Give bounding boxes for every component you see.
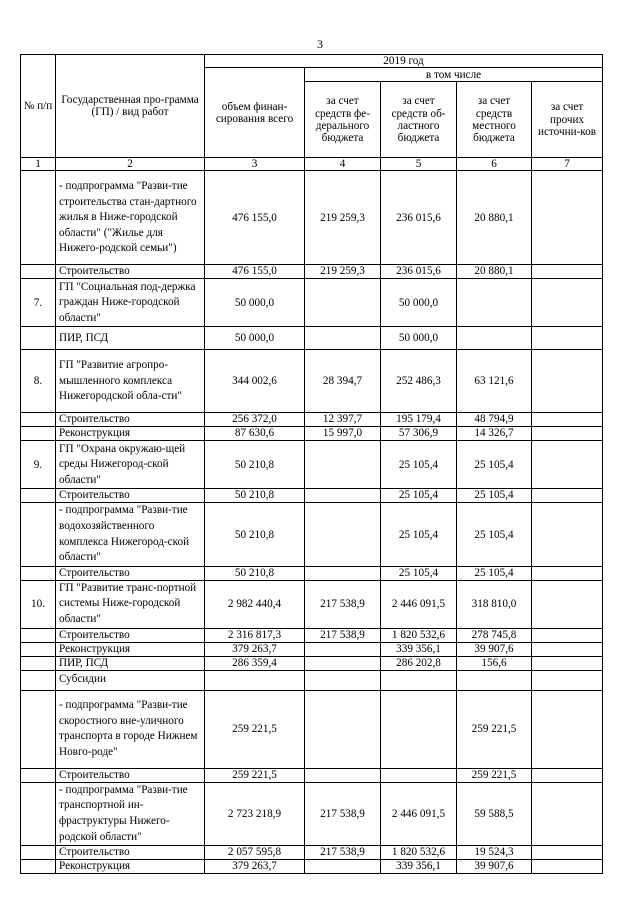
table-row [21,642,603,656]
regional-cell: 50 000,0 [381,279,457,327]
total-cell: 259 221,5 [205,768,305,782]
row-number-cell [21,265,56,279]
table-row [21,350,603,413]
federal-cell [305,489,381,503]
other-cell [532,350,603,413]
total-cell: 50 210,8 [205,566,305,580]
other-cell [532,327,603,350]
table-row [21,628,603,642]
other-cell [532,690,603,768]
total-cell: 2 723 218,9 [205,782,305,845]
table-row [21,489,603,503]
federal-cell [305,327,381,350]
program-name-cell: Строительство [56,846,205,860]
other-cell [532,503,603,566]
local-cell: 25 105,4 [457,441,532,489]
total-cell [205,670,305,690]
other-cell [532,782,603,845]
other-cell [532,860,603,874]
row-number-cell [21,656,56,670]
other-cell [532,566,603,580]
program-name-cell: Строительство [56,566,205,580]
program-name-cell: Субсидии [56,670,205,690]
local-cell: 59 588,5 [457,782,532,845]
program-name-cell: ПИР, ПСД [56,327,205,350]
row-number-cell: 10. [21,580,56,628]
local-cell: 25 105,4 [457,489,532,503]
local-cell: 48 794,9 [457,413,532,427]
local-cell: 39 907,6 [457,860,532,874]
other-cell [532,441,603,489]
table-row [21,860,603,874]
federal-cell [305,670,381,690]
regional-cell: 236 015,6 [381,171,457,265]
other-cell [532,427,603,441]
program-name-cell: - подпрограмма "Разви-тие транспортной ин-фраструктуры Нижего-родской области" [56,782,205,845]
program-name-cell: - подпрограмма "Разви-тие водохозяйственного комплекса Нижегород-ской области" [56,503,205,566]
local-cell: 20 880,1 [457,265,532,279]
federal-cell: 12 397,7 [305,413,381,427]
program-name-cell: - подпрограмма "Разви-тие строительства стан-дартного жилья в Ниже-городской области" ("Жилье для Нижего-родской семьи") [56,171,205,265]
federal-cell [305,768,381,782]
column-number: 7 [532,158,603,171]
total-cell: 2 316 817,3 [205,628,305,642]
header-including: в том числе [305,68,603,82]
row-number-cell [21,690,56,768]
regional-cell: 2 446 091,5 [381,580,457,628]
total-cell: 379 263,7 [205,642,305,656]
federal-cell [305,860,381,874]
table-row [21,566,603,580]
total-cell: 50 210,8 [205,503,305,566]
other-cell [532,580,603,628]
total-cell: 50 210,8 [205,489,305,503]
local-cell: 20 880,1 [457,171,532,265]
federal-cell [305,642,381,656]
row-number-cell [21,768,56,782]
program-name-cell: Строительство [56,489,205,503]
regional-cell: 25 105,4 [381,441,457,489]
total-cell: 2 057 595,8 [205,846,305,860]
local-cell: 25 105,4 [457,503,532,566]
program-name-cell: Строительство [56,628,205,642]
program-name-cell: ГП "Развитие транс-портной системы Ниже-городской области" [56,580,205,628]
regional-cell [381,670,457,690]
total-cell: 379 263,7 [205,860,305,874]
program-name-cell: ГП "Развитие агропро-мышленного комплекса Нижегородской обла-сти" [56,350,205,413]
row-number-cell: 8. [21,350,56,413]
column-number: 3 [205,158,305,171]
header-federal: за счет средств фе-дерального бюджета [305,82,381,158]
table-row [21,171,603,265]
federal-cell: 217 538,9 [305,580,381,628]
total-cell: 476 155,0 [205,265,305,279]
program-name-cell: Реконструкция [56,642,205,656]
regional-cell: 50 000,0 [381,327,457,350]
page-number: 3 [317,37,323,51]
regional-cell: 252 486,3 [381,350,457,413]
regional-cell: 2 446 091,5 [381,782,457,845]
other-cell [532,628,603,642]
regional-cell: 286 202,8 [381,656,457,670]
table-row [21,656,603,670]
local-cell [457,327,532,350]
total-cell: 256 372,0 [205,413,305,427]
other-cell [532,265,603,279]
program-name-cell: Строительство [56,413,205,427]
local-cell: 278 745,8 [457,628,532,642]
other-cell [532,489,603,503]
local-cell: 63 121,6 [457,350,532,413]
financing-table [20,54,603,874]
header-total: объем финан-сирования всего [205,68,305,158]
total-cell: 2 982 440,4 [205,580,305,628]
other-cell [532,279,603,327]
row-number-cell [21,670,56,690]
federal-cell: 219 259,3 [305,265,381,279]
column-number: 4 [305,158,381,171]
regional-cell: 57 306,9 [381,427,457,441]
column-number: 2 [56,158,205,171]
row-number-cell [21,427,56,441]
regional-cell: 1 820 532,6 [381,846,457,860]
local-cell: 39 907,6 [457,642,532,656]
table-row [21,846,603,860]
regional-cell: 25 105,4 [381,503,457,566]
table-row [21,279,603,327]
local-cell: 259 221,5 [457,768,532,782]
column-number: 6 [457,158,532,171]
row-number-cell [21,503,56,566]
total-cell: 259 221,5 [205,690,305,768]
regional-cell: 1 820 532,6 [381,628,457,642]
program-name-cell: Строительство [56,265,205,279]
row-number-cell [21,171,56,265]
regional-cell [381,690,457,768]
total-cell: 476 155,0 [205,171,305,265]
row-number-cell: 7. [21,279,56,327]
row-number-cell [21,642,56,656]
row-number-cell [21,327,56,350]
regional-cell: 25 105,4 [381,566,457,580]
federal-cell: 219 259,3 [305,171,381,265]
header-regional: за счет средств об-ластного бюджета [381,82,457,158]
federal-cell [305,656,381,670]
header-number: № п/п [21,55,56,158]
program-name-cell: Реконструкция [56,427,205,441]
local-cell: 156,6 [457,656,532,670]
other-cell [532,846,603,860]
other-cell [532,642,603,656]
regional-cell: 25 105,4 [381,489,457,503]
table-row [21,413,603,427]
total-cell: 344 002,6 [205,350,305,413]
program-name-cell: ГП "Социальная под-держка граждан Ниже-городской области" [56,279,205,327]
federal-cell: 217 538,9 [305,782,381,845]
table-row [21,327,603,350]
regional-cell: 236 015,6 [381,265,457,279]
other-cell [532,670,603,690]
federal-cell: 28 394,7 [305,350,381,413]
regional-cell: 339 356,1 [381,860,457,874]
federal-cell: 217 538,9 [305,846,381,860]
table-row [21,503,603,566]
table-body [21,171,603,874]
table-row [21,768,603,782]
other-cell [532,656,603,670]
federal-cell [305,503,381,566]
row-number-cell: 9. [21,441,56,489]
federal-cell [305,441,381,489]
local-cell: 318 810,0 [457,580,532,628]
row-number-cell [21,860,56,874]
header-year: 2019 год [205,55,603,68]
federal-cell: 217 538,9 [305,628,381,642]
other-cell [532,171,603,265]
federal-cell [305,690,381,768]
regional-cell [381,768,457,782]
row-number-cell [21,489,56,503]
table-row [21,441,603,489]
total-cell: 87 630,6 [205,427,305,441]
regional-cell: 195 179,4 [381,413,457,427]
program-name-cell: ПИР, ПСД [56,656,205,670]
table-row [21,690,603,768]
local-cell [457,670,532,690]
table-row [21,265,603,279]
row-number-cell [21,782,56,845]
other-cell [532,768,603,782]
local-cell: 19 524,3 [457,846,532,860]
program-name-cell: Строительство [56,768,205,782]
local-cell [457,279,532,327]
federal-cell [305,566,381,580]
row-number-cell [21,566,56,580]
column-number: 1 [21,158,56,171]
program-name-cell: - подпрограмма "Разви-тие скоростного вне-уличного транспорта в городе Нижнем Новго-роде" [56,690,205,768]
total-cell: 50 000,0 [205,279,305,327]
federal-cell: 15 997,0 [305,427,381,441]
local-cell: 14 326,7 [457,427,532,441]
header-other: за счет прочих источни-ков [532,82,603,158]
local-cell: 25 105,4 [457,566,532,580]
regional-cell: 339 356,1 [381,642,457,656]
local-cell: 259 221,5 [457,690,532,768]
row-number-cell [21,413,56,427]
other-cell [532,413,603,427]
table-row [21,580,603,628]
header-program: Государственная про-грамма (ГП) / вид работ [56,55,205,158]
total-cell: 50 000,0 [205,327,305,350]
row-number-cell [21,846,56,860]
row-number-cell [21,628,56,642]
column-number: 5 [381,158,457,171]
table-row [21,782,603,845]
table-row [21,670,603,690]
table-row [21,427,603,441]
program-name-cell: Реконструкция [56,860,205,874]
program-name-cell: ГП "Охрана окружаю-щей среды Нижегород-ской области" [56,441,205,489]
total-cell: 50 210,8 [205,441,305,489]
header-local: за счет средств местного бюджета [457,82,532,158]
federal-cell [305,279,381,327]
total-cell: 286 359,4 [205,656,305,670]
